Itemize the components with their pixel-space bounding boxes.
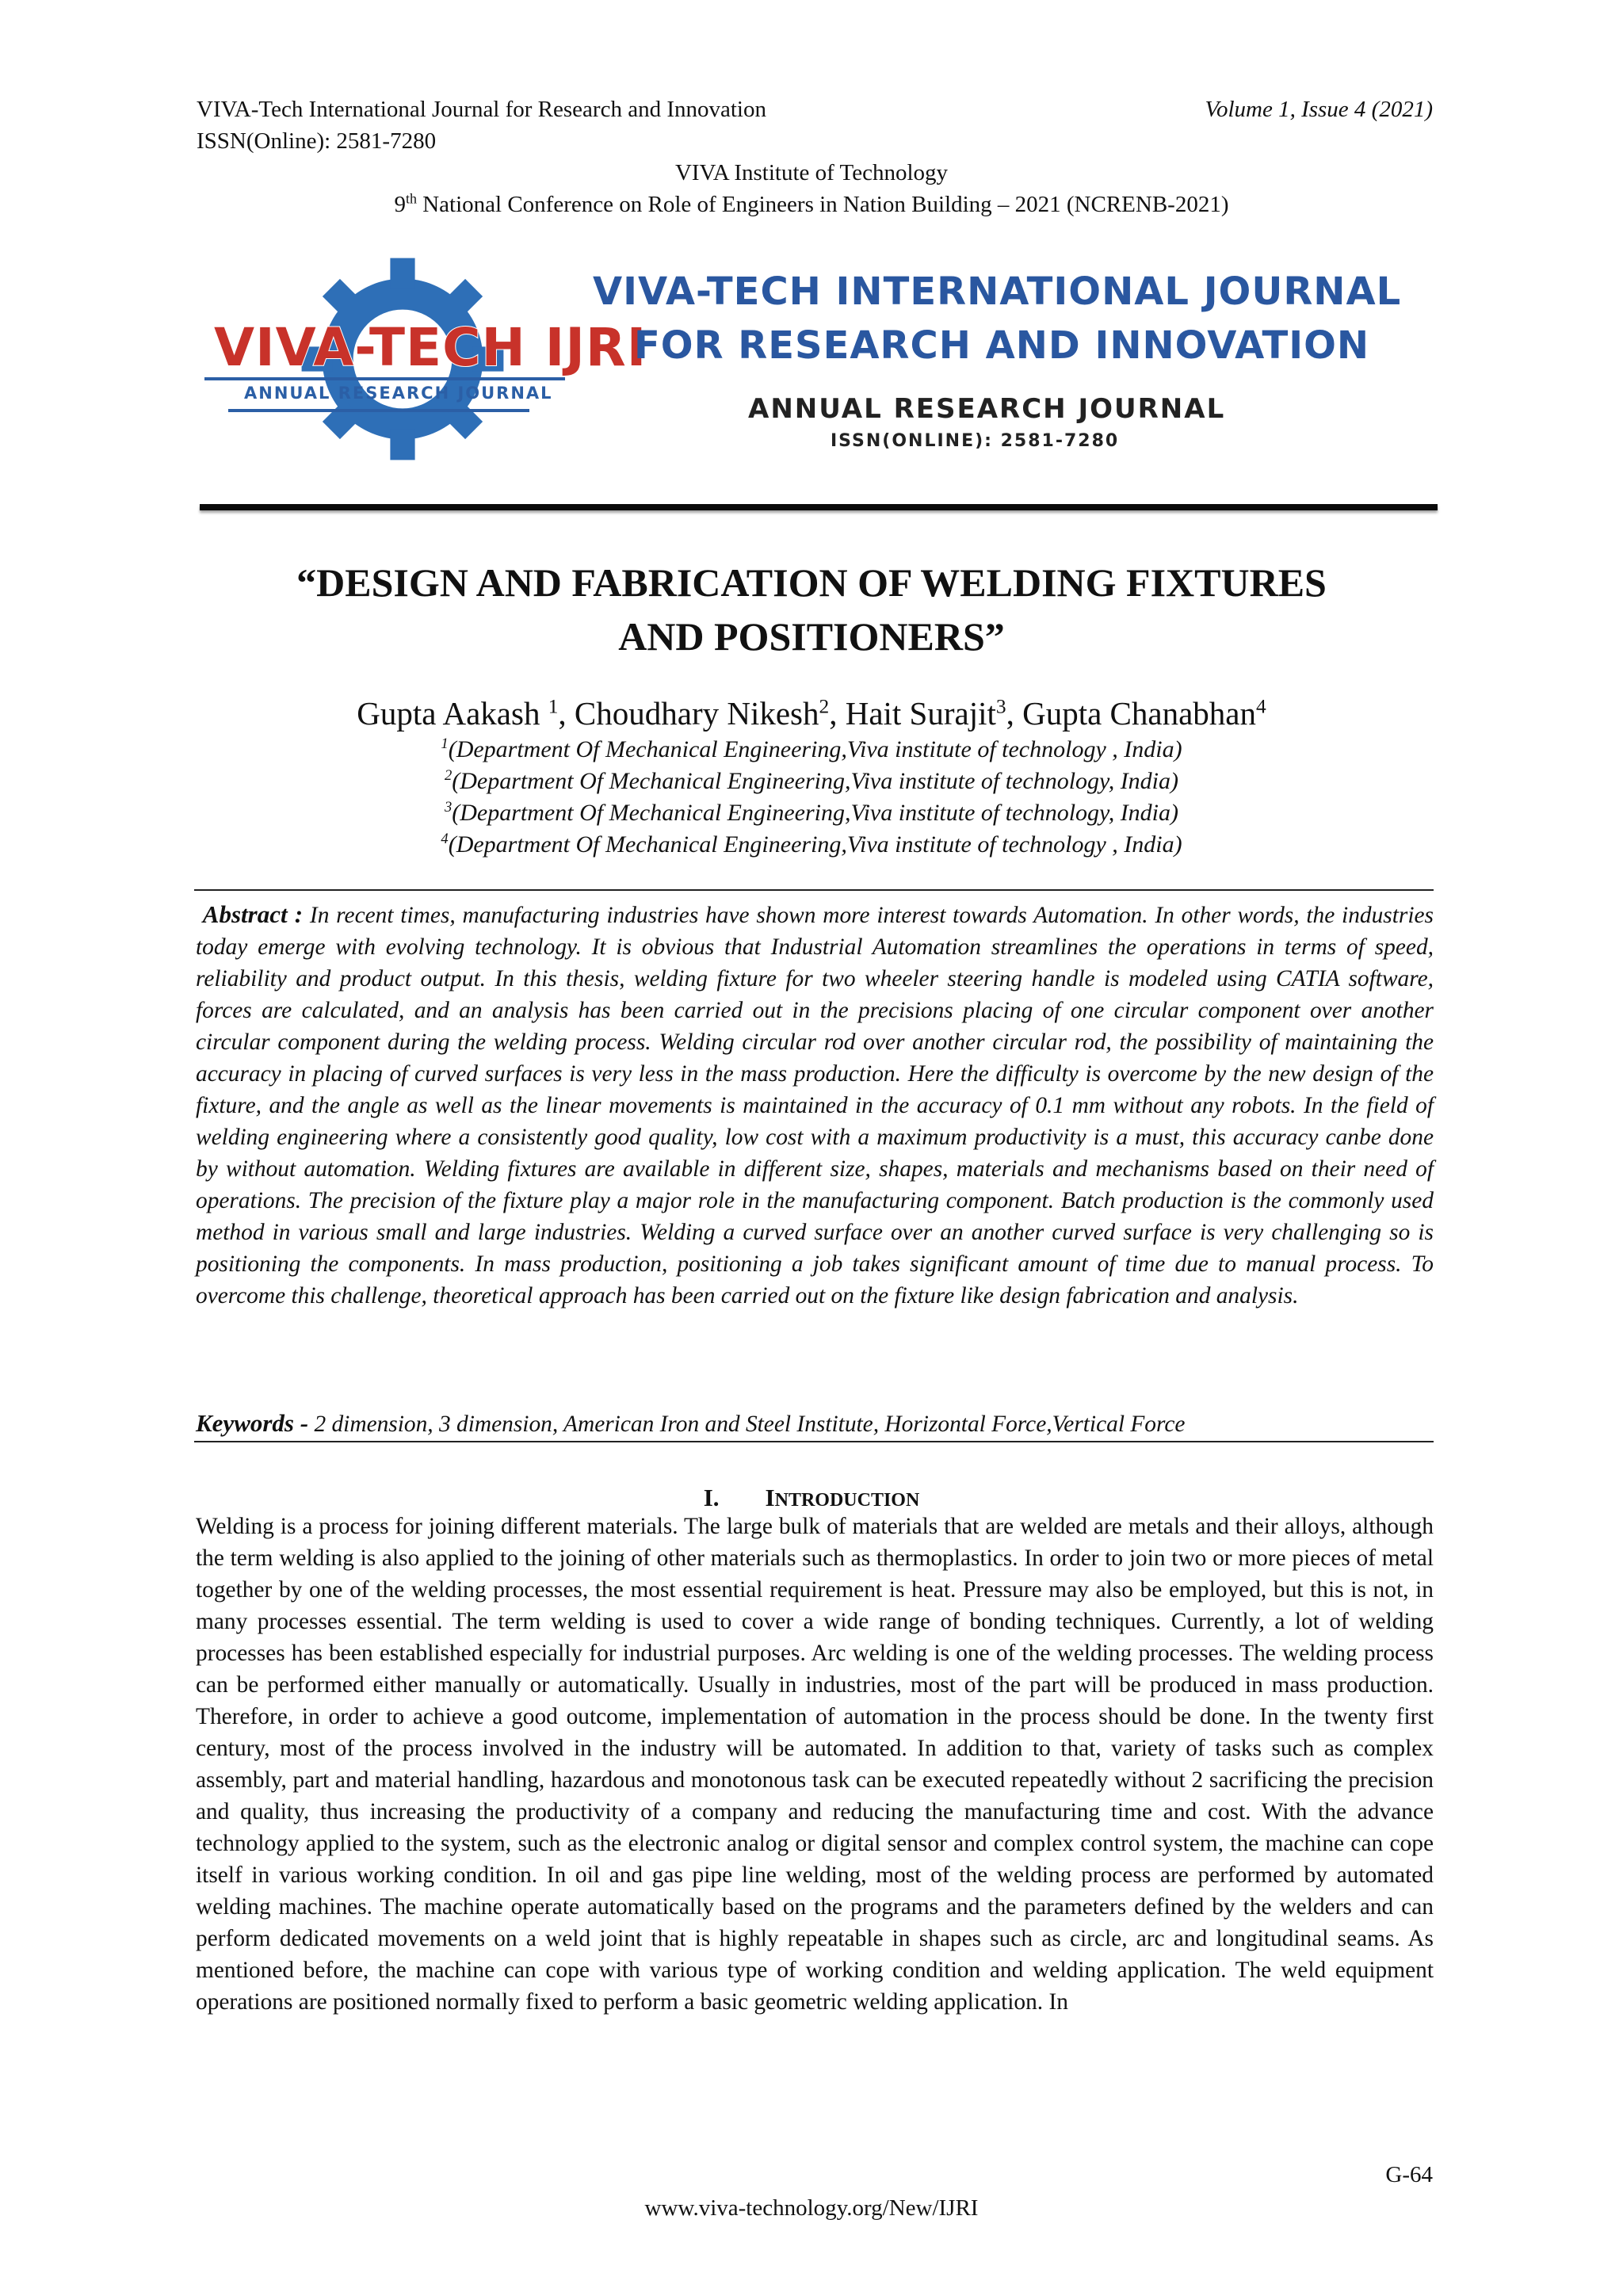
logo-text: VIVA-TECH IJRI (214, 317, 647, 378)
banner-rule (200, 504, 1438, 510)
abstract (196, 899, 1434, 1312)
volume-issue: Volume 1, Issue 4 (2021) (1205, 97, 1433, 122)
paper-title-line1: “DESIGN AND FABRICATION OF WELDING FIXTURES (296, 560, 1327, 605)
affiliation-1: $^1$(Department Of Mechanical Engineering,Viva institute of technology , India) (441, 735, 1182, 762)
conference-line: 9th National Conference on Role of Engineers in Nation Building – 2021 (NCRENB-2021) (394, 190, 1229, 217)
banner-issn: ISSN(ONLINE): 2581-7280 (831, 431, 1120, 451)
keywords-rule-bottom (194, 1441, 1434, 1442)
section-heading-introduction: I. INTRODUCTION (703, 1484, 920, 1511)
introduction-paragraph: Welding is a process for joining different materials. The large bulk of materials that are welded are metals and their alloys, although the term welding is also applied to the joining of other materials such as thermoplastics. In order to join two or more pieces of metal together by one of the welding processes, the most essential requirement is heat. Pressure may also be employed, but this is not, in many processes essential. The term welding is used to cover a wide range of bonding techniques. Currently, a lot of welding processes has been established especially for industrial purposes. Arc welding is one of the welding processes. The welding process can be performed either manually or automatically. Usually in industries, most of the part will be produced in mass production. Therefore, in order to achieve a good outcome, implementation of automation in the process should be done. In the twenty first century, most of the process involved in the industry will be automated. In addition to that, variety of tasks such as complex assembly, part and material handling, hazardous and monotonous task can be executed repeatedly without 2 sacrificing the precision and quality, thus increasing the productivity of a company and reducing the manufacturing time and cost. With the advance technology applied to the system, such as the electronic analog or digital sensor and complex control system, the machine can cope itself in various working condition. In oil and gas pipe line welding, most of the welding process are performed by automated welding machines. The machine operate automatically based on the programs and the parameters defined by the welders and can perform dedicated movements on a weld joint that is highly repeatable in shapes such as circle, arc and longitudinal seams. As mentioned before, the machine can cope with various type of working condition and welding application. The weld equipment operations are positioned normally fixed to perform a basic geometric welding application. In (196, 1514, 1434, 2015)
affiliation-2: $^2$(Department Of Mechanical Engineering,Viva institute of technology, India) (444, 767, 1179, 794)
journal-banner (197, 252, 1438, 464)
author-list: Gupta Aakash $^1$, Choudhary Nikesh$^2$, Hait Surajit$^3$, Gupta Chanabhan$^4$ (357, 695, 1266, 732)
banner-subtitle: ANNUAL RESEARCH JOURNAL (748, 393, 1226, 425)
keywords (196, 1408, 1434, 1440)
abstract-text: In recent times, manufacturing industries have shown more interest towards Automation. In other words, the industries today emerge with evolving technology. It is obvious that Industrial Automation streamlines the operations in terms of speed, reliability and product output. In this thesis, welding fixture for two wheeler steering handle is modeled using CATIA software, forces are calculated, and an analysis has been carried out in the precisions placing of one circular component over another circular component during the welding process. Welding circular rod over another circular rod, the possibility of maintaining the accuracy in placing of curved surfaces is very less in the mass production. Here the difficulty is overcome by the new design of the fixture, and the angle as well as the linear movements is maintained in the accuracy of 0.1 mm without any robots. In the field of welding engineering where a consistently good quality, low cost with a maximum productivity is a must, this accuracy canbe done by without automation. Welding fixtures are available in different size, shapes, materials and mechanisms based on their need of operations. The precision of the fixture play a major role in the manufacturing component. Batch production is the commonly used method in various small and large industries. Welding a curved surface over an another curved surface is very challenging so is positioning the components. In mass production, positioning a job takes significant amount of time due to manual process. To overcome this challenge, theoretical approach has been carried out on the fixture like design fabrication and analysis. (196, 903, 1434, 1308)
keywords-text: 2 dimension, 3 dimension, American Iron and Steel Institute, Horizontal Force,Vertical Force (314, 1412, 1186, 1437)
author-name: Hait Surajit (845, 695, 996, 732)
banner-title-line1: VIVA-TECH INTERNATIONAL JOURNAL (593, 269, 1402, 314)
running-header-left (197, 94, 766, 157)
abstract-rule-top (194, 889, 1434, 891)
author-name: Gupta Aakash (357, 695, 548, 732)
logo-divider-bottom (228, 409, 529, 412)
affiliation-4: $^4$(Department Of Mechanical Engineering,Viva institute of technology , India) (441, 831, 1182, 858)
issn-line: ISSN(Online): 2581-7280 (197, 128, 437, 154)
author-name: Choudhary Nikesh (574, 695, 819, 732)
logo-subtitle: ANNUAL RESEARCH JOURNAL (244, 384, 553, 403)
affiliation-3: $^3$(Department Of Mechanical Engineering,Viva institute of technology, India) (444, 799, 1179, 826)
institute-name: VIVA Institute of Technology (674, 160, 949, 185)
paper-title-line2: AND POSITIONERS” (618, 614, 1005, 659)
footer-url: www.viva-technology.org/New/IJRI (644, 2195, 979, 2221)
page-number: G-64 (1385, 2162, 1433, 2187)
keywords-label: Keywords - (196, 1409, 309, 1437)
author-name: Gupta Chanabhan (1022, 695, 1256, 732)
journal-name: VIVA-Tech International Journal for Research and Innovation (197, 97, 766, 122)
banner-title-line2: FOR RESEARCH AND INNOVATION (634, 323, 1370, 368)
abstract-label: Abstract : (202, 900, 304, 928)
